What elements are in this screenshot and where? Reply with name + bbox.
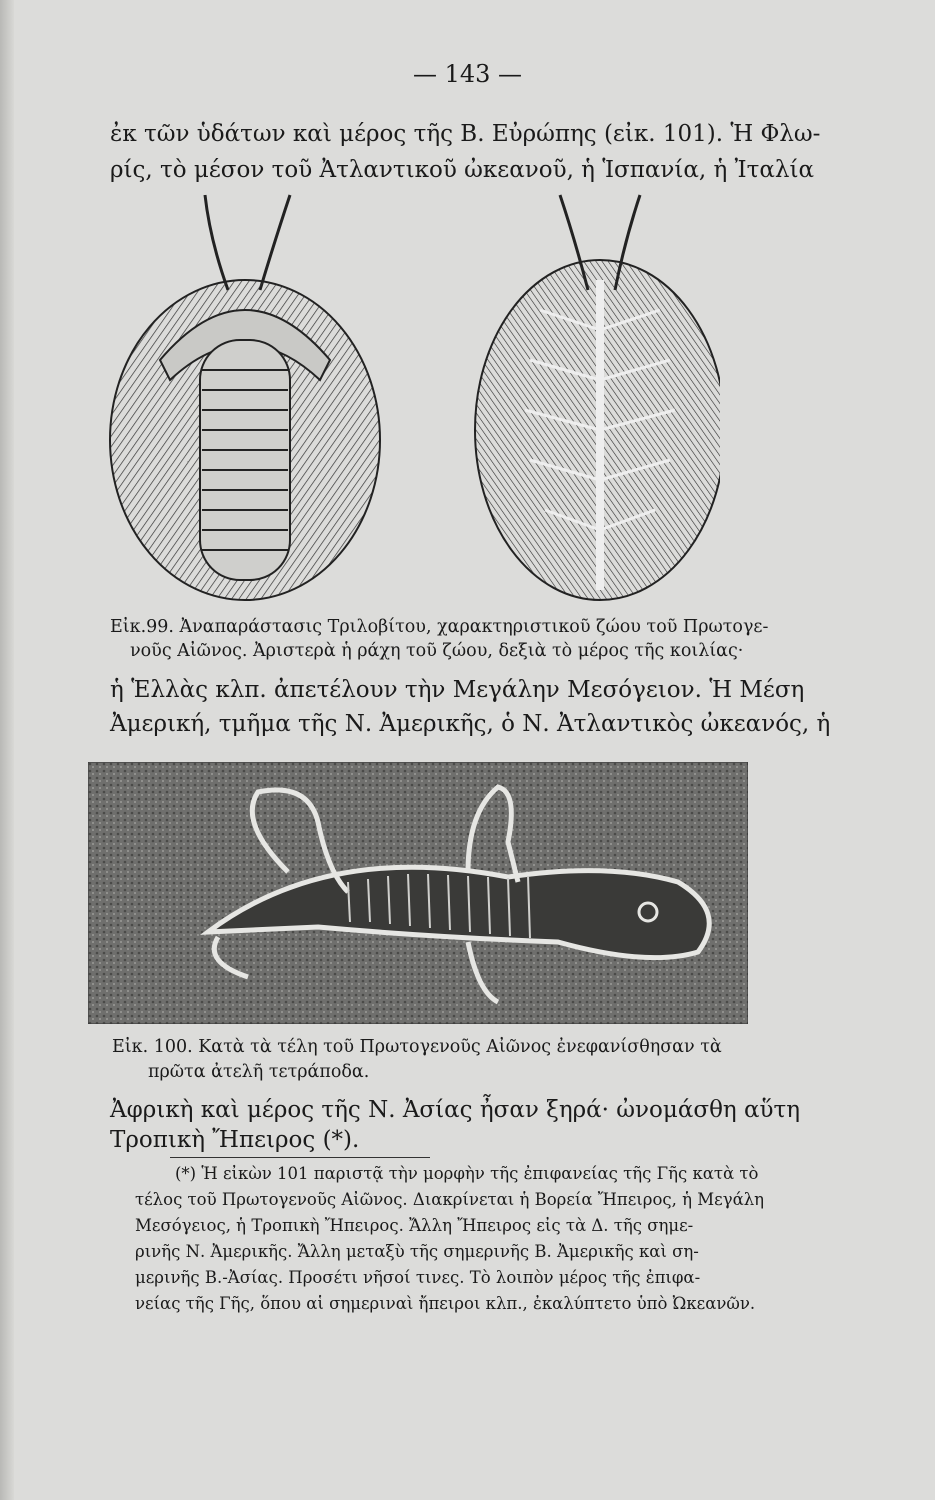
page-edge-shadow	[0, 0, 14, 1500]
body-text-line: ρίς, τὸ μέσον τοῦ Ἀτλαντικοῦ ὠκεανοῦ, ἡ Ἱσπανία, ἡ Ἰταλία	[110, 157, 815, 183]
tetrapod-fossil-figure	[88, 762, 748, 1024]
footnote-line: (*) Ἡ εἰκὼν 101 παριστᾷ τὴν μορφὴν τῆς ἐπιφανείας τῆς Γῆς κατὰ τὸ	[175, 1164, 759, 1183]
body-text-line: Ἀμερική, τμῆμα τῆς Ν. Ἀμερικῆς, ὁ Ν. Ἀτλαντικὸς ὠκεανός, ἡ	[110, 711, 831, 737]
footnote-line: τέλος τοῦ Πρωτογενοῦς Αἰῶνος. Διακρίνεται ἡ Βορεία Ἤπειρος, ἡ Μεγάλη	[135, 1190, 765, 1209]
figure-100-caption-line: Εἰκ. 100. Κατὰ τὰ τέλη τοῦ Πρωτογενοῦς Αἰῶνος ἐνεφανίσθησαν τὰ	[112, 1037, 722, 1057]
footnote-line: ρινῆς Ν. Ἀμερικῆς. Ἄλλη μεταξὺ τῆς σημερινῆς Β. Ἀμερικῆς καὶ ση-	[135, 1242, 699, 1261]
figure-99-caption-line: Εἰκ.99. Ἀναπαράστασις Τριλοβίτου, χαρακτηριστικοῦ ζώου τοῦ Πρωτογε-	[110, 617, 769, 637]
figure-99-caption-line: νοῦς Αἰῶνος. Ἀριστερὰ ἡ ράχη τοῦ ζώου, δεξιὰ τὸ μέρος τῆς κοιλίας·	[130, 641, 744, 661]
trilobite-dorsal-drawing	[110, 195, 380, 600]
figure-100-caption-line: πρῶτα ἀτελῆ τετράποδα.	[148, 1062, 370, 1082]
body-text-line: Τροπικὴ Ἤπειρος (*).	[110, 1127, 360, 1153]
trilobite-ventral-drawing	[475, 195, 720, 600]
trilobite-figure	[100, 190, 720, 610]
body-text-line: ἐκ τῶν ὑδάτων καὶ μέρος τῆς Β. Εὐρώπης (εἰκ. 101). Ἡ Φλω-	[110, 121, 821, 147]
page-number: — 143 —	[412, 60, 523, 88]
footnote-line: μερινῆς Β.-Ἀσίας. Προσέτι νῆσοί τινες. Τὸ λοιπὸν μέρος τῆς ἐπιφα-	[135, 1268, 701, 1287]
footnote-line: Μεσόγειος, ἡ Τροπικὴ Ἤπειρος. Ἄλλη Ἤπειρος εἰς τὰ Δ. τῆς σημε-	[135, 1216, 694, 1235]
body-text-line: ἡ Ἑλλὰς κλπ. ἀπετέλουν τὴν Μεγάλην Μεσόγειον. Ἡ Μέση	[110, 677, 805, 703]
body-text-line: Ἀφρικὴ καὶ μέρος τῆς Ν. Ἀσίας ἦσαν ξηρά· ὠνομάσθη αὕτη	[110, 1097, 801, 1123]
footnote-line: νείας τῆς Γῆς, ὅπου αἱ σημεριναὶ ἤπειροι κλπ., ἐκαλύπτετο ὑπὸ Ὠκεανῶν.	[135, 1294, 756, 1313]
footnote-separator	[170, 1157, 430, 1158]
